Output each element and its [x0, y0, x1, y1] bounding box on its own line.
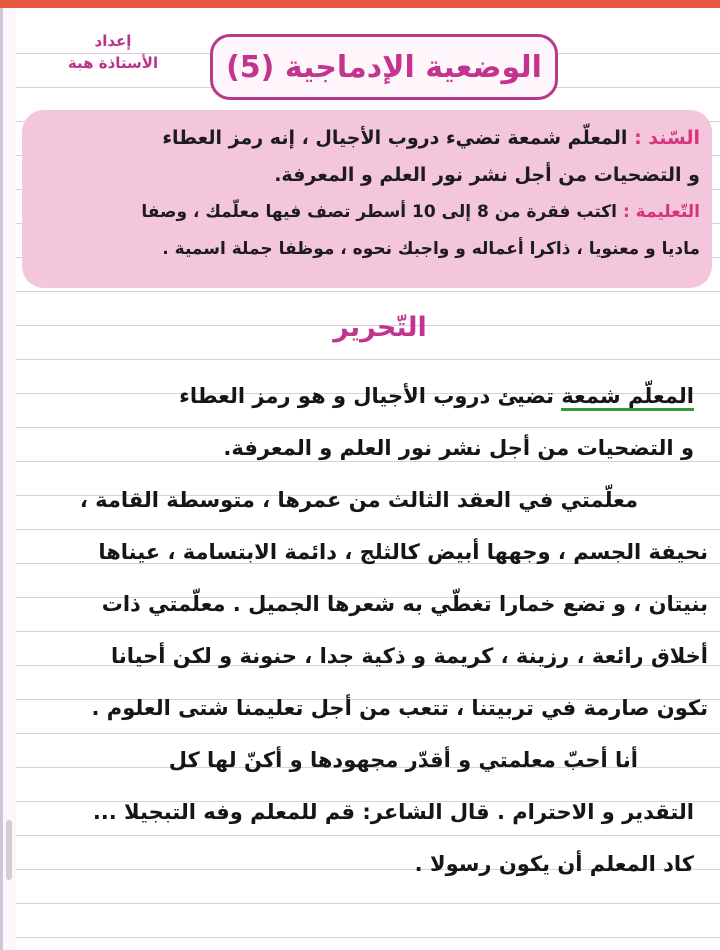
prompt-box	[22, 110, 712, 288]
title-box	[210, 34, 558, 100]
taalima-text-2: ماديا و معنويا ، ذاكرا أعماله و واجبك نحوه ، موظفا جملة اسمية .	[162, 239, 700, 259]
sanad-line-2	[32, 157, 700, 194]
taalima-label: التّعليمة :	[622, 202, 700, 222]
author-credit	[58, 30, 168, 74]
essay-line-10: كاد المعلم أن يكون رسولا .	[414, 852, 694, 876]
author-credit-line2: الأستاذة هبة	[67, 54, 159, 72]
taalima-line-2	[32, 231, 700, 268]
essay-underlined-phrase: المعلّم شمعة	[561, 384, 694, 411]
page-title: الوضعية الإدماجية (5)	[226, 49, 542, 85]
taalima-line-1	[32, 194, 700, 231]
taalima-text-1: اكتب فقرة من 8 إلى 10 أسطر تصف فيها معلّمك ، وصفا	[141, 202, 618, 222]
sanad-line-1	[32, 120, 700, 157]
essay-line-8: أنا أحبّ معلمتي و أقدّر مجهودها و أكنّ لها كل	[168, 748, 638, 772]
essay-line-7: تكون صارمة في تربيتنا ، تتعب من أجل تعليمنا شتى العلوم .	[91, 696, 708, 720]
essay-line-1-rest: تضيئ دروب الأجيال و هو رمز العطاء	[179, 384, 562, 408]
essay-line-1	[6, 372, 708, 424]
top-accent-bar	[0, 0, 720, 8]
page-margin-line	[0, 8, 3, 950]
section-heading: التّحرير	[333, 312, 427, 343]
sanad-text-1: المعلّم شمعة تضيء دروب الأجيال ، إنه رمز العطاء	[162, 127, 628, 149]
sanad-text-2: و التضحيات من أجل نشر نور العلم و المعرفة.	[274, 164, 700, 186]
sanad-label: السّند :	[634, 127, 700, 149]
essay-line-3: معلّمتي في العقد الثالث من عمرها ، متوسطة القامة ،	[79, 488, 638, 512]
essay-line-4: نحيفة الجسم ، وجهها أبيض كالثلج ، دائمة الابتسامة ، عيناها	[98, 540, 708, 564]
essay-line-5: بنيتان ، و تضع خمارا تغطّي به شعرها الجميل . معلّمتي ذات	[101, 592, 708, 616]
essay-line-6: أخلاق رائعة ، رزينة ، كريمة و ذكية جدا ، حنونة و لكن أحيانا	[110, 644, 708, 668]
author-credit-line1: إعداد	[94, 32, 132, 50]
essay-line-9: التقدير و الاحترام . قال الشاعر: قم للمعلم وفه التبجيلا ...	[92, 800, 694, 824]
essay-body	[6, 372, 708, 892]
essay-line-2: و التضحيات من أجل نشر نور العلم و المعرفة.	[223, 436, 694, 460]
